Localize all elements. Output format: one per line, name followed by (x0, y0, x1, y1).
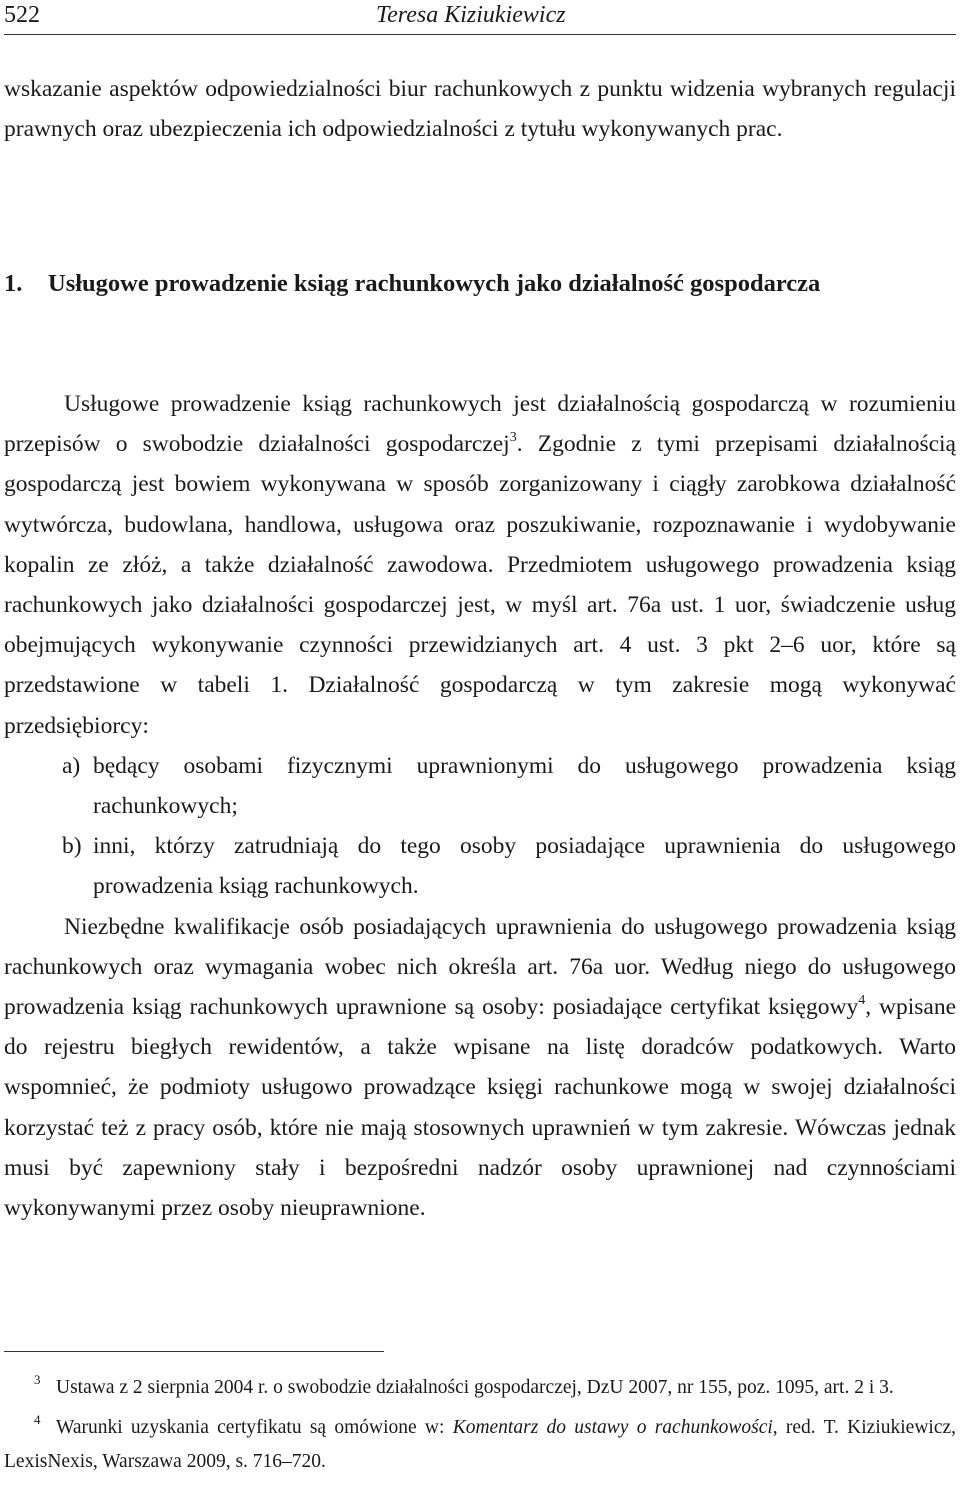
footnotes (4, 1371, 956, 1484)
list-item-text: inni, którzy zatrudniają do tego osoby posiadające uprawnienia do usługowego prowadzenia ksiąg rachunkowych. (93, 833, 956, 900)
footnote-rule (4, 1351, 384, 1352)
footnote-number: 3 (34, 1372, 41, 1387)
paragraph-2-part-1: Niezbędne kwalifikacje osób posiadających uprawnienia do usługowego prowadzenia ksiąg rachunkowych oraz wymagania wobec nich określa art. 76a uor. Według niego do usługowego prowadzenia ksiąg rachunkowych uprawnione są osoby: posiadające certyfikat księgowy (4, 913, 956, 1021)
intro-paragraph (4, 69, 956, 149)
paragraph-1 (4, 384, 956, 746)
footnote-ref-3: 3 (509, 430, 517, 446)
paragraph-2-part-2: , wpisane do rejestru biegłych rewidentów, a także wpisane na listę doradców podatkowych. Warto wspomnieć, że podmioty usługowo prowadzące księgi rachunkowe mogą w swojej działalności korzystać też z pracy osób, które nie mają stosownych uprawnień w tym zakresie. Wówczas jednak musi być zapewniony stały i bezpośredni nadzór osoby uprawnionej nad czynnościami wykonywanymi przez osoby nieuprawnione. (4, 994, 956, 1222)
paragraph-2 (4, 907, 956, 1229)
footnote-text: Ustawa z 2 sierpnia 2004 r. o swobodzie działalności gospodarczej, DzU 2007, nr 155, poz. 1095, art. 2 i 3. (56, 1377, 894, 1398)
section-number: 1. (4, 270, 23, 297)
list-item (4, 746, 956, 826)
footnote-3 (4, 1371, 956, 1405)
footnote-ref-4: 4 (858, 993, 866, 1009)
running-title: Teresa Kiziukiewicz (376, 2, 566, 28)
entrepreneur-list (4, 746, 956, 907)
main-content (4, 384, 956, 1228)
footnote-number: 4 (34, 1412, 41, 1427)
paragraph-2-block (4, 907, 956, 1229)
list-marker: a) (62, 752, 81, 779)
section-title: Usługowe prowadzenie ksiąg rachunkowych jako działalność gospodarcza (48, 270, 821, 297)
intro-text: wskazanie aspektów odpowiedzialności biur rachunkowych z punktu widzenia wybranych regulacji prawnych oraz ubezpieczenia ich odpowiedzialności z tytułu wykonywanych prac. (4, 76, 956, 143)
section-heading (4, 263, 956, 305)
page-number: 522 (4, 2, 40, 28)
header-rule (4, 34, 956, 35)
list-marker: b) (62, 833, 82, 860)
running-head (4, 0, 956, 34)
footnote-4 (4, 1411, 956, 1478)
list-item (4, 826, 956, 906)
paragraph-1-part-2: . Zgodnie z tymi przepisami działalnością gospodarczą jest bowiem wykonywana w sposób zorganizowany i ciągły zarobkowa działalność wytwórcza, budowlana, handlowa, usługowa oraz poszukiwanie, rozpoznawanie i wydobywanie kopalin ze złóż, a także działalność zawodowa. Przedmiotem usługowego prowadzenia ksiąg rachunkowych jako działalności gospodarczej jest, w myśl art. 76a ust. 1 uor, świadczenie usług obejmujących wykonywanie czynności przewidzianych art. 4 ust. 3 pkt 2–6 uor, które są przedstawione w tabeli 1. Działalność gospodarczą w tym zakresie mogą wykonywać przedsiębiorcy: (4, 431, 956, 739)
paragraph-1-part-1: Usługowe prowadzenie ksiąg rachunkowych jest działalnością gospodarczą w rozumieniu przepisów o swobodzie działalności gospodarczej (4, 391, 956, 458)
footnote-book-title: Komentarz do ustawy o rachunkowości (452, 1417, 773, 1438)
list-item-text: będący osobami fizycznymi uprawnionymi do usługowego prowadzenia ksiąg rachunkowych; (93, 752, 956, 820)
footnote-text: Warunki uzyskania certyfikatu są omówione w: (56, 1417, 453, 1438)
footnote-text-continued: , red. T. Kiziukiewicz, LexisNexis, Warszawa 2009, s. 716–720. (4, 1417, 957, 1472)
